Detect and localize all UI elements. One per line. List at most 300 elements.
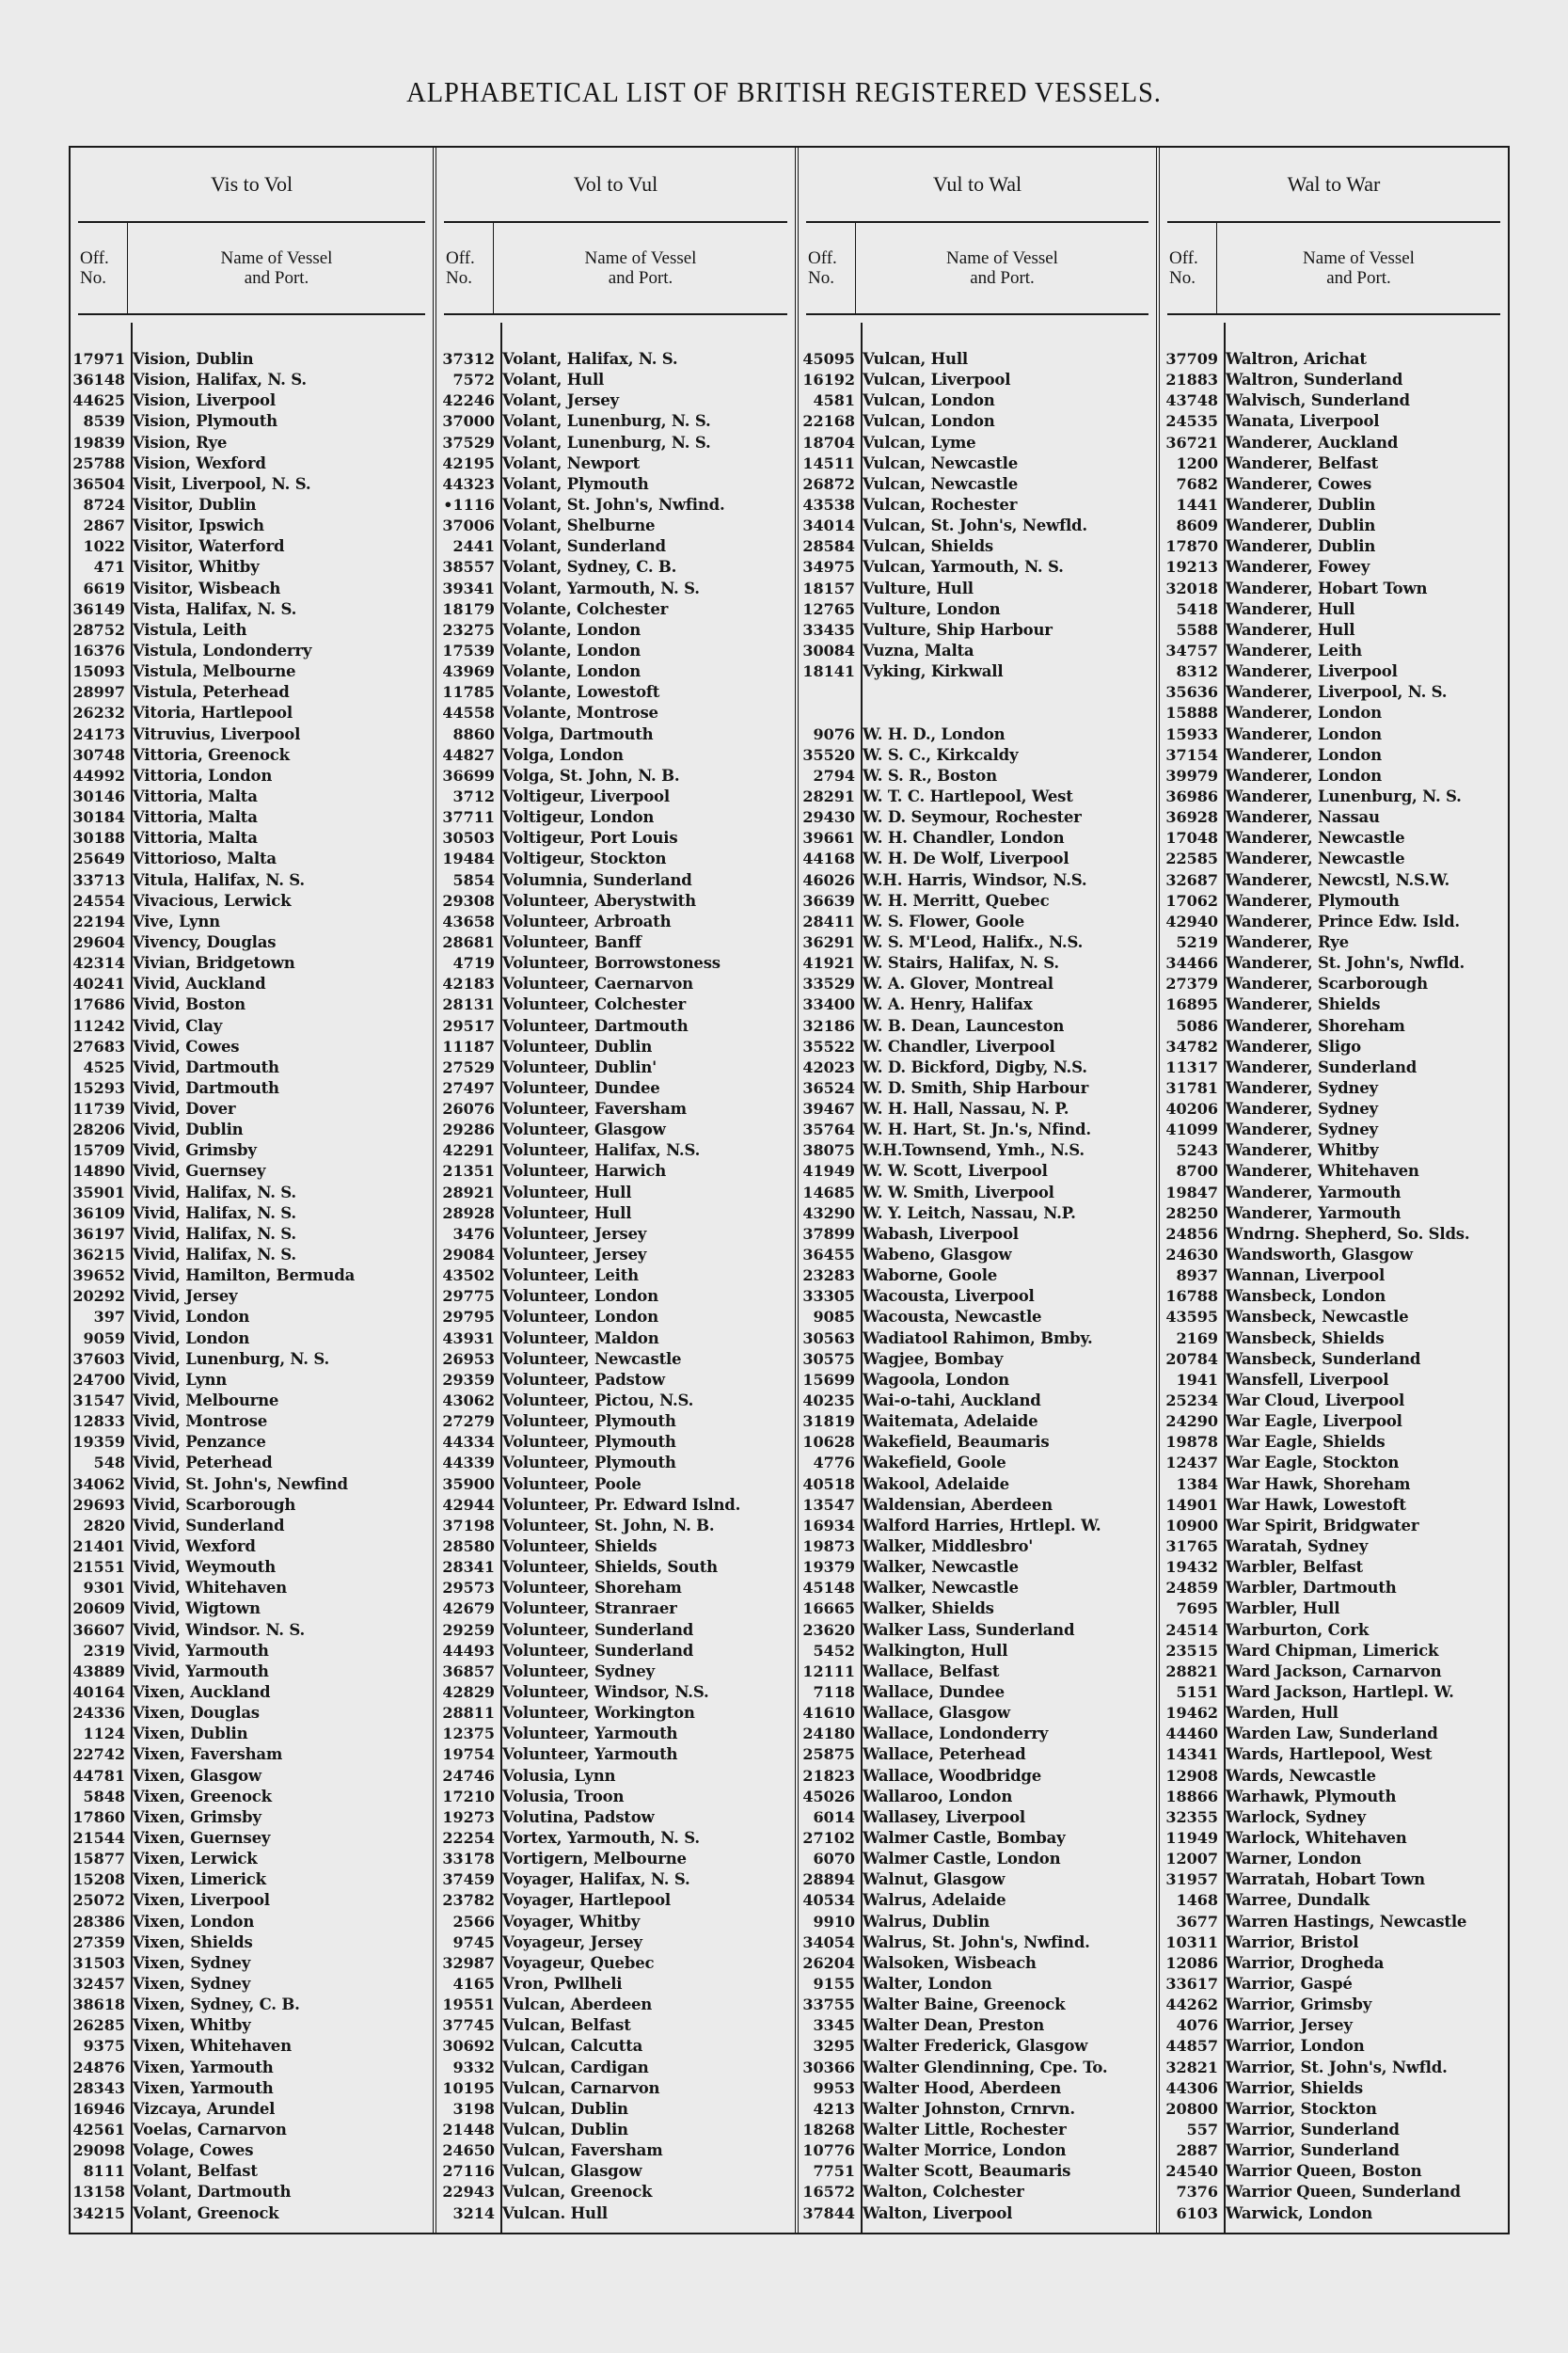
official-number: 34062: [72, 1474, 125, 1493]
vessel-name-port: Vision, Liverpool: [133, 391, 276, 410]
vessel-name-port: Vision, Dublin: [133, 350, 254, 368]
vessel-entry: [436, 1995, 795, 2015]
vessel-entry: [71, 1370, 433, 1391]
vessel-name-port: War Cloud, Liverpool: [1226, 1391, 1405, 1410]
official-number: 12375: [442, 1725, 495, 1743]
vessel-name-port: Wanderer, St. John's, Nwfld.: [1226, 954, 1465, 973]
vessel-entry: [1160, 1536, 1508, 1557]
vessel-entry: [436, 1578, 795, 1598]
official-number: 37709: [1165, 350, 1218, 368]
official-number: 14890: [72, 1162, 125, 1181]
vessel-name-port: Vuzna, Malta: [863, 641, 974, 660]
official-number: 33400: [802, 995, 855, 1014]
page-title: ALPHABETICAL LIST OF BRITISH REGISTERED VESSELS.: [406, 75, 1162, 108]
vessel-name-port: Vivid, Sunderland: [133, 1516, 285, 1534]
official-number: 36928: [1165, 808, 1218, 827]
vessel-entry: [71, 1890, 433, 1911]
official-number: 39467: [802, 1100, 855, 1119]
vessel-entry: [1160, 1495, 1508, 1516]
vessel-name-port: Wallace, Woodbridge: [863, 1766, 1042, 1785]
vessel-name-port: Vittoria, Greenock: [133, 745, 290, 764]
vessel-entry: [71, 1057, 433, 1078]
vessel-name-port: W.H.Townsend, Ymh., N.S.: [863, 1141, 1085, 1160]
official-number: 36149: [72, 599, 125, 618]
vessel-entry: [799, 1307, 1156, 1328]
vessel-name-port: Walton, Colchester: [863, 2183, 1024, 2202]
official-number: 43062: [442, 1391, 495, 1410]
section-range-heading: Vis to Vol: [78, 148, 425, 223]
vessel-entry: [799, 2203, 1156, 2224]
official-number: 38557: [442, 558, 495, 577]
vessel-entry: [71, 1016, 433, 1037]
vessel-entry: [1160, 370, 1508, 390]
vessel-entry: [436, 1598, 795, 1619]
vessel-entry: [436, 390, 795, 411]
vessel-entry: [71, 1453, 433, 1473]
official-number: 17210: [442, 1787, 495, 1805]
vessel-entry: [436, 1495, 795, 1516]
vessel-name-port: Wanderer, Hull: [1226, 599, 1355, 618]
vessel-name-port: Wanderer, Scarborough: [1226, 975, 1428, 994]
official-number: 24856: [1165, 1224, 1218, 1243]
official-number: 12437: [1165, 1454, 1218, 1472]
vessel-name-port: W. Stairs, Halifax, N. S.: [863, 954, 1059, 973]
vessel-name-port: Volunteer, London: [502, 1308, 658, 1327]
vessel-name-port: War Hawk, Lowestoft: [1226, 1495, 1406, 1514]
vessel-entry: [1160, 849, 1508, 869]
vessel-name-port: Vixen, London: [133, 1912, 255, 1931]
vessel-entry: [1160, 661, 1508, 682]
official-number: 5243: [1176, 1141, 1218, 1160]
official-number: 17971: [72, 350, 125, 368]
vessel-name-port: Wallace, Peterhead: [863, 1745, 1026, 1764]
official-number: 36197: [72, 1224, 125, 1243]
official-number: 46026: [802, 870, 855, 889]
official-number: 2441: [452, 537, 495, 556]
vessel-entry: [1160, 1391, 1508, 1411]
official-number: 2867: [83, 517, 125, 535]
vessel-name-port: Walter Baine, Greenock: [863, 1995, 1066, 2014]
official-number: 32018: [1165, 579, 1218, 597]
official-number: 22742: [72, 1745, 125, 1764]
official-number: 8860: [452, 724, 495, 743]
vessel-entry: [799, 1016, 1156, 1037]
official-number: 6014: [813, 1807, 855, 1826]
vessel-name-port: Wanderer, Newcstl, N.S.W.: [1226, 870, 1450, 889]
vessel-name-port: Vron, Pwllheli: [502, 1974, 623, 1993]
vessel-entry: [71, 641, 433, 661]
official-number: 3214: [452, 2203, 495, 2222]
vessel-name-port: Volunteer, Dublin': [502, 1057, 657, 1076]
vessel-name-port: Wanderer, Sunderland: [1226, 1057, 1418, 1076]
official-number: 22168: [802, 412, 855, 431]
vessel-entry: [436, 1286, 795, 1307]
vessel-entry: [1160, 2036, 1508, 2057]
official-number: 39341: [442, 579, 495, 597]
vessel-entry: [799, 870, 1156, 891]
vessel-name-port: Waltron, Sunderland: [1226, 371, 1403, 390]
vessel-name-port: Vistula, Leith: [133, 620, 247, 639]
official-number: 2319: [83, 1641, 125, 1660]
official-number: 44827: [442, 745, 495, 764]
official-number: 23782: [442, 1891, 495, 1910]
official-number: 28997: [72, 683, 125, 702]
vessel-name-port: Visit, Liverpool, N. S.: [133, 474, 311, 493]
vessel-name-port: Vivian, Bridgetown: [133, 954, 295, 973]
vessel-entry: [436, 828, 795, 849]
official-number: 44262: [1165, 1995, 1218, 2014]
vessel-entry: [71, 1536, 433, 1557]
official-number: 44168: [802, 850, 855, 868]
vessel-register-table: [69, 146, 1510, 2234]
official-number: 32355: [1165, 1807, 1218, 1826]
vessel-entry: [71, 1203, 433, 1224]
vessel-name-port: Walmer Castle, Bombay: [863, 1828, 1066, 1847]
vessel-name-port: Volunteer, Plymouth: [502, 1433, 676, 1452]
vessel-name-port: Vivid, Yarmouth: [133, 1641, 269, 1660]
vessel-name-port: Vixen, Sydney: [133, 1953, 251, 1972]
vessel-name-port: Walter Little, Rochester: [863, 2120, 1067, 2138]
vessel-name-port: W. D. Bickford, Digby, N.S.: [863, 1057, 1087, 1076]
vessel-name-port: W. Chandler, Liverpool: [863, 1037, 1055, 1056]
vessel-name-port: Walter Frederick, Glasgow: [863, 2037, 1088, 2056]
vessel-entry: [71, 1328, 433, 1349]
vessel-entry: [1160, 1203, 1508, 1224]
vessel-entry: [436, 495, 795, 516]
official-number: 42246: [442, 391, 495, 410]
vessel-name-port: Vistula, Londonderry: [133, 641, 312, 660]
vessel-name-port: Vivacious, Lerwick: [133, 891, 292, 910]
vessel-name-port: Vivid, Boston: [133, 995, 245, 1014]
official-number: 22585: [1165, 850, 1218, 868]
official-number: 37899: [802, 1224, 855, 1243]
vessel-entry: [799, 1766, 1156, 1787]
vessel-name-port: W. S. M'Leod, Halifx., N.S.: [863, 932, 1084, 951]
vessel-name-port: Visitor, Wisbeach: [133, 579, 281, 597]
vessel-name-port: W. H. Chandler, London: [863, 829, 1065, 848]
official-number: 42023: [802, 1057, 855, 1076]
official-number: 7682: [1176, 474, 1218, 493]
vessel-name-port: Vulcan, St. John's, Newfld.: [863, 517, 1087, 535]
vessel-entry: [436, 1328, 795, 1349]
vessel-name-port: Wallaroo, London: [863, 1787, 1013, 1805]
vessel-name-port: Volant, Lunenburg, N. S.: [502, 433, 711, 452]
vessel-name-port: Walker, Newcastle: [863, 1558, 1019, 1577]
vessel-entry: [799, 1370, 1156, 1391]
official-number: 11187: [442, 1037, 495, 1056]
vessel-name-port: Vivid, Guernsey: [133, 1162, 266, 1181]
official-number: 17686: [72, 995, 125, 1014]
vessel-entry: [1160, 953, 1508, 974]
official-number: 3345: [813, 2016, 855, 2035]
official-number: 3295: [813, 2037, 855, 2056]
vessel-name-port: Vision, Plymouth: [133, 412, 277, 431]
vessel-name-port: Vittorioso, Malta: [133, 850, 277, 868]
vessel-name-port: Vivid, Dartmouth: [133, 1057, 279, 1076]
vessel-entry: [799, 1474, 1156, 1495]
official-number: 12086: [1165, 1953, 1218, 1972]
vessel-name-port: War Eagle, Stockton: [1226, 1454, 1400, 1472]
vessel-name-port: W. D. Smith, Ship Harbour: [863, 1078, 1089, 1097]
vessel-name-port: Volunteer, Yarmouth: [502, 1725, 678, 1743]
vessel-name-port: Vulcan, Glasgow: [502, 2162, 642, 2181]
vessel-entry: [799, 1224, 1156, 1245]
official-number: 3677: [1176, 1912, 1218, 1931]
vessel-entry: [1160, 2099, 1508, 2120]
vessel-name-port: Warren Hastings, Newcastle: [1226, 1912, 1467, 1931]
official-number: 44857: [1165, 2037, 1218, 2056]
official-number: 19462: [1165, 1704, 1218, 1723]
vessel-name-port: Vixen, Shields: [133, 1932, 253, 1951]
vessel-entry: [1160, 2120, 1508, 2140]
vessel-name-port: Warrior, Sunderland: [1226, 2120, 1400, 2138]
official-number: 20609: [72, 1599, 125, 1618]
official-number: 21448: [442, 2120, 495, 2138]
vessel-name-port: Warrior, Gaspé: [1226, 1974, 1353, 1993]
vessel-name-port: Vivid, Cowes: [133, 1037, 240, 1056]
official-number: 26204: [802, 1953, 855, 1972]
vessel-name-port: Warhawk, Plymouth: [1226, 1787, 1397, 1805]
vessel-name-port: Wanderer, Sydney: [1226, 1100, 1378, 1119]
vessel-entry: [436, 1869, 795, 1890]
vessel-name-port: Warner, London: [1226, 1850, 1362, 1868]
vessel-entry: [1160, 1265, 1508, 1286]
official-number: 19432: [1165, 1558, 1218, 1577]
vessel-name-port: Volunteer, Newcastle: [502, 1349, 682, 1368]
vessel-entry: [71, 536, 433, 557]
vessel-entry: [799, 2058, 1156, 2078]
vessel-name-port: Vulcan, Newcastle: [863, 453, 1019, 472]
official-number: 28811: [442, 1704, 495, 1723]
vessel-entry: [436, 1953, 795, 1974]
vessel-name-port: Vivid, Windsor. N. S.: [133, 1620, 306, 1639]
vessel-entry: [436, 453, 795, 474]
official-number: 18157: [802, 579, 855, 597]
vessel-entry: [799, 1161, 1156, 1182]
vessel-name-port: Vivid, Dublin: [133, 1121, 244, 1139]
vessel-entry: [1160, 1766, 1508, 1787]
vessel-name-port: Wanderer, Sydney: [1226, 1121, 1378, 1139]
official-number: 43502: [442, 1266, 495, 1285]
vessel-name-port: Walrus, Dublin: [863, 1912, 990, 1931]
vessel-entry: [436, 1078, 795, 1099]
vessel-name-port: Vixen, Whitehaven: [133, 2037, 292, 2056]
vessel-name-port: Vulcan, London: [863, 412, 995, 431]
official-number: 39652: [72, 1266, 125, 1285]
vessel-entry: [436, 724, 795, 745]
official-number: 19213: [1165, 558, 1218, 577]
vessel-entry: [436, 1828, 795, 1849]
vessel-entry: [71, 1099, 433, 1120]
vessel-name-port: Wanderer, Cowes: [1226, 474, 1372, 493]
vessel-entry: [799, 453, 1156, 474]
vessel-name-port: Walkington, Hull: [863, 1641, 1008, 1660]
vessel-entry: [799, 1536, 1156, 1557]
vessel-entry: [1160, 1016, 1508, 1037]
official-number: 19839: [72, 433, 125, 452]
official-number: 21401: [72, 1537, 125, 1556]
vessel-name-port: Volante, Lowestoft: [502, 683, 660, 702]
vessel-entry: [436, 536, 795, 557]
official-number: 36215: [72, 1246, 125, 1264]
vessel-entry: [71, 474, 433, 495]
official-number: 24746: [442, 1766, 495, 1785]
vessel-name-port: Warrior, Bristol: [1226, 1932, 1359, 1951]
vessel-entry: [799, 2140, 1156, 2161]
official-number: 24540: [1165, 2162, 1218, 2181]
official-number: 14341: [1165, 1745, 1218, 1764]
official-number: 38618: [72, 1995, 125, 2014]
vessel-entry: [1160, 1453, 1508, 1473]
official-number: 26076: [442, 1100, 495, 1119]
vessel-entry: [799, 1183, 1156, 1203]
vessel-entry: [799, 390, 1156, 411]
vessel-entry: [71, 1286, 433, 1307]
official-number: 24650: [442, 2141, 495, 2160]
vessel-name-port: Volga, St. John, N. B.: [502, 766, 680, 785]
vessel-name-port: Volunteer, St. John, N. B.: [502, 1516, 715, 1534]
column-headers: [78, 223, 425, 315]
vessel-name-port: Vulture, Ship Harbour: [863, 620, 1053, 639]
vessel-name-port: Wansbeck, Newcastle: [1226, 1308, 1409, 1327]
vessel-entry: [1160, 411, 1508, 432]
official-number: 7751: [813, 2162, 855, 2181]
vessel-entry: [1160, 1140, 1508, 1161]
vessel-name-port: Vistula, Peterhead: [133, 683, 290, 702]
vessel-name-port: Vulcan, Rochester: [863, 495, 1018, 514]
official-number: 22943: [442, 2183, 495, 2202]
official-number: 21551: [72, 1558, 125, 1577]
vessel-name-port: Vivid, Wexford: [133, 1537, 256, 1556]
official-number: 29359: [442, 1370, 495, 1389]
vessel-entry: [436, 1057, 795, 1078]
vessel-entry: [436, 599, 795, 620]
vessel-name-port: Vixen, Whitby: [133, 2016, 251, 2035]
vessel-name-port: Vivid, St. John's, Newfind: [133, 1474, 348, 1493]
official-number: 33529: [802, 975, 855, 994]
official-number: 5848: [83, 1787, 125, 1805]
official-number: 28584: [802, 537, 855, 556]
vessel-name-port: Wallace, Glasgow: [863, 1704, 1010, 1723]
vessel-entry: [799, 661, 1156, 682]
official-number: 20800: [1165, 2099, 1218, 2118]
vessel-entry: [436, 1453, 795, 1473]
official-number: 28206: [72, 1121, 125, 1139]
vessel-entry: [71, 703, 433, 723]
vessel-entry: [799, 1744, 1156, 1765]
official-number: 16572: [802, 2183, 855, 2202]
vessel-name-port: Volunteer, Shoreham: [502, 1579, 682, 1598]
vessel-name-port: War Eagle, Liverpool: [1226, 1412, 1402, 1431]
official-number: 16895: [1165, 995, 1218, 1014]
vessel-entry: [71, 1307, 433, 1328]
vessel-entry: [799, 1932, 1156, 1953]
vessel-entry: [1160, 1120, 1508, 1140]
official-number: 9155: [813, 1974, 855, 1993]
vessel-name-port: Voltigeur, Port Louis: [502, 829, 678, 848]
vessel-entry: [436, 1703, 795, 1724]
official-number: 25649: [72, 850, 125, 868]
vessel-name-port: Vivid, Halifax, N. S.: [133, 1246, 296, 1264]
vessel-name-port: Volunteer, Pr. Edward Islnd.: [502, 1495, 741, 1514]
column-divider: [131, 323, 133, 2233]
official-number: 24876: [72, 2058, 125, 2076]
vessel-entry: [799, 1557, 1156, 1578]
official-number: 8937: [1176, 1266, 1218, 1285]
name-port-header: Name of Vessel and Port.: [584, 248, 697, 288]
official-number: 33178: [442, 1850, 495, 1868]
official-number: 40518: [802, 1474, 855, 1493]
vessel-entry: [1160, 557, 1508, 578]
vessel-name-port: Walker, Shields: [863, 1599, 994, 1618]
vessel-entry: [799, 1703, 1156, 1724]
vessel-name-port: Walton, Liverpool: [863, 2203, 1013, 2222]
vessel-name-port: Wanderer, Nassau: [1226, 808, 1380, 827]
vessel-entry: [1160, 1161, 1508, 1182]
official-number: 10311: [1165, 1932, 1218, 1951]
vessel-entry: [799, 1432, 1156, 1453]
official-number: 24180: [802, 1725, 855, 1743]
official-number: 4213: [813, 2099, 855, 2118]
official-number: 42944: [442, 1495, 495, 1514]
vessel-name-port: Volunteer, Sunderland: [502, 1641, 694, 1660]
official-number: 36607: [72, 1620, 125, 1639]
vessel-name-port: Volunteer, Sydney: [502, 1661, 655, 1680]
official-number: 37154: [1165, 745, 1218, 764]
official-number: 28821: [1165, 1661, 1218, 1680]
vessel-name-port: Vittoria, Malta: [133, 829, 258, 848]
official-number: 29430: [802, 808, 855, 827]
blank-row: [799, 703, 1156, 723]
vessel-entry: [436, 516, 795, 536]
vessel-entry: [71, 2140, 433, 2161]
vessel-name-port: Vivid, London: [133, 1308, 250, 1327]
vessel-entry: [71, 787, 433, 807]
vessel-name-port: Warrior, Drogheda: [1226, 1953, 1385, 1972]
vessel-name-port: W. W. Smith, Liverpool: [863, 1183, 1054, 1201]
vessel-entry: [799, 1120, 1156, 1140]
official-number: 16376: [72, 641, 125, 660]
vessel-name-port: Vixen, Dublin: [133, 1725, 248, 1743]
official-number: 44323: [442, 474, 495, 493]
official-number: 15208: [72, 1870, 125, 1889]
vessel-entry: [1160, 1703, 1508, 1724]
vessel-name-port: W. S. R., Boston: [863, 766, 997, 785]
vessel-name-port: Volunteer, Borrowstoness: [502, 954, 721, 973]
vessel-entry: [436, 994, 795, 1015]
vessel-name-port: Vista, Halifax, N. S.: [133, 599, 297, 618]
vessel-entry: [436, 766, 795, 787]
official-number: 28291: [802, 787, 855, 805]
vessel-entry: [71, 1432, 433, 1453]
vessel-entry: [799, 1828, 1156, 1849]
vessel-entry: [71, 1766, 433, 1787]
vessel-name-port: Volant, St. John's, Nwfind.: [502, 495, 725, 514]
official-number: 12908: [1165, 1766, 1218, 1785]
vessel-name-port: W. S. Flower, Goole: [863, 912, 1025, 930]
official-number: 23275: [442, 620, 495, 639]
vessel-entry: [799, 620, 1156, 641]
official-number: 36504: [72, 474, 125, 493]
vessel-entry: [799, 807, 1156, 828]
official-number: 27359: [72, 1932, 125, 1951]
official-number: 11317: [1165, 1057, 1218, 1076]
vessel-entry: [436, 1224, 795, 1245]
official-number: 3198: [452, 2099, 495, 2118]
vessel-entry: [799, 974, 1156, 994]
official-number: 11785: [442, 683, 495, 702]
vessel-name-port: Wanderer, Dublin: [1226, 517, 1376, 535]
